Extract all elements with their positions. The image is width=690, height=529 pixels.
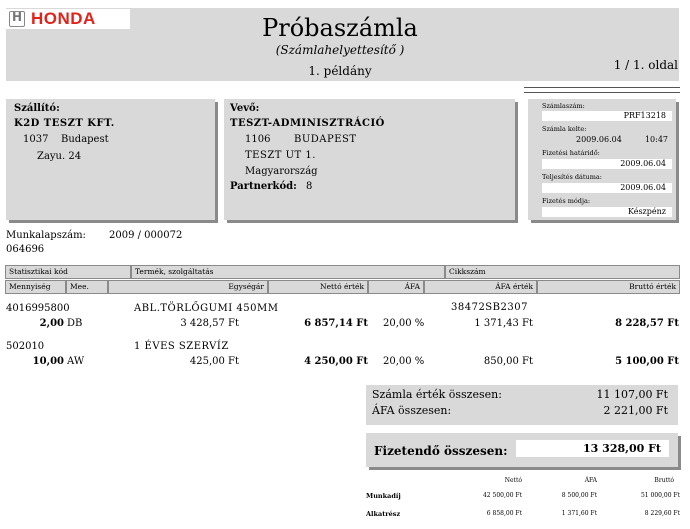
item-vat-value: 1 371,43 Ft <box>474 318 533 329</box>
item-number: 38472SB2307 <box>451 302 528 313</box>
honda-logo <box>6 9 130 29</box>
item-name: ABL.TÖRLŐGUMI 450MM <box>134 303 279 314</box>
summary-row-label: Alkatrész <box>366 510 401 518</box>
col-header-qty: Mennyiség <box>5 280 66 294</box>
summary-header-gross: Bruttó <box>654 477 674 484</box>
customer-name: TESZT-ADMINISZTRÁCIÓ <box>230 118 385 129</box>
supplier-box <box>6 99 215 220</box>
item-unit: AW <box>67 356 85 367</box>
payment-method-label: Fizetés módja: <box>542 197 591 205</box>
item-qty: 2,00 <box>39 318 64 329</box>
document-title: Próbaszámla <box>262 14 418 42</box>
item-vat: 20,00 % <box>383 356 425 367</box>
item-unit: DB <box>67 318 83 329</box>
divider <box>524 92 680 93</box>
item-stat-code: 4016995800 <box>6 303 70 314</box>
summary-row-net: 42 500,00 Ft <box>482 492 522 499</box>
partner-code-label: Partnerkód: <box>230 181 297 192</box>
col-header-unit: Mee. <box>66 280 108 294</box>
item-unit-price: 425,00 Ft <box>189 356 239 367</box>
summary-row-gross: 51 000,00 Ft <box>640 492 680 499</box>
col-header-net: Nettó érték <box>268 280 368 294</box>
payable-label: Fizetendő összesen: <box>374 444 508 458</box>
col-header-item-no: Cikkszám <box>445 265 680 279</box>
item-unit-price: 3 428,57 Ft <box>180 318 239 329</box>
supplier-label: Szállító: <box>14 103 60 114</box>
item-net: 4 250,00 Ft <box>304 356 368 367</box>
supplier-city: Budapest <box>61 134 109 145</box>
work-number: 2009 / 000072 <box>109 230 183 241</box>
col-header-vat-value: ÁFA érték <box>424 280 537 294</box>
invoice-date: 2009.06.04 <box>576 135 622 144</box>
customer-box <box>224 99 515 220</box>
col-header-gross: Bruttó érték <box>537 280 680 294</box>
customer-postcode: 1106 <box>245 134 271 145</box>
payment-method: Készpénz <box>542 207 672 217</box>
item-gross: 8 228,57 Ft <box>615 318 679 329</box>
item-vat-value: 850,00 Ft <box>483 356 533 367</box>
supplier-street: Zayu. 24 <box>37 151 82 162</box>
summary-row-vat: 8 500,00 Ft <box>561 492 597 499</box>
supplier-name: K2D TESZT KFT. <box>14 118 115 129</box>
document-subtitle: (Számlahelyettesítő ) <box>275 43 405 57</box>
invoice-info-box <box>528 99 676 220</box>
due-date: 2009.06.04 <box>542 159 672 169</box>
honda-emblem-icon <box>9 11 25 27</box>
vat-total-label: ÁFA összesen: <box>372 404 452 417</box>
col-header-unit-price: Egységár <box>108 280 268 294</box>
col-header-stat: Statisztikai kód <box>5 265 131 279</box>
customer-street: TESZT UT 1. <box>245 150 316 161</box>
totals-box <box>366 385 678 425</box>
item-qty: 10,00 <box>32 356 64 367</box>
fulfilment-date-label: Teljesítés dátuma: <box>542 173 602 181</box>
partner-code: 8 <box>306 181 313 192</box>
summary-row-gross: 8 229,60 Ft <box>644 510 680 517</box>
customer-city: BUDAPEST <box>294 134 357 145</box>
invoice-date-label: Számla kelte: <box>542 125 587 133</box>
copy-number: 1. példány <box>308 64 372 78</box>
invoice-time: 10:47 <box>644 135 668 144</box>
payable-amount: 13 328,00 Ft <box>583 442 661 455</box>
due-date-label: Fizetési határidő: <box>542 149 600 157</box>
col-header-product: Termék, szolgáltatás <box>131 265 445 279</box>
customer-country: Magyarország <box>245 166 318 177</box>
payable-field <box>516 440 669 457</box>
summary-row-vat: 1 371,60 Ft <box>561 510 597 517</box>
summary-row-label: Munkadíj <box>366 492 401 500</box>
invoice-total: 11 107,00 Ft <box>596 388 668 401</box>
invoice-total-label: Számla érték összesen: <box>372 388 502 401</box>
supplier-postcode: 1037 <box>23 134 49 145</box>
vat-total: 2 221,00 Ft <box>603 404 668 417</box>
summary-header-net: Nettó <box>504 477 522 484</box>
brand-name: HONDA <box>31 9 96 28</box>
page-number: 1 / 1. oldal <box>613 58 678 72</box>
item-gross: 5 100,00 Ft <box>615 356 679 367</box>
customer-label: Vevő: <box>230 103 260 114</box>
invoice-number: PRF13218 <box>542 111 672 121</box>
payable-box <box>366 433 678 467</box>
work-code: 064696 <box>6 244 45 255</box>
invoice-number-label: Számlaszám: <box>542 102 585 110</box>
item-name: 1 ÉVES SZERVÍZ <box>134 341 229 352</box>
item-stat-code: 502010 <box>6 341 45 352</box>
item-vat: 20,00 % <box>383 318 425 329</box>
summary-header-vat: ÁFA <box>584 477 597 484</box>
summary-row-net: 6 858,00 Ft <box>486 510 522 517</box>
divider <box>524 87 680 88</box>
work-number-label: Munkalapszám: <box>6 230 86 241</box>
col-header-vat: ÁFA <box>368 280 424 294</box>
fulfilment-date: 2009.06.04 <box>542 183 672 193</box>
item-net: 6 857,14 Ft <box>304 318 368 329</box>
